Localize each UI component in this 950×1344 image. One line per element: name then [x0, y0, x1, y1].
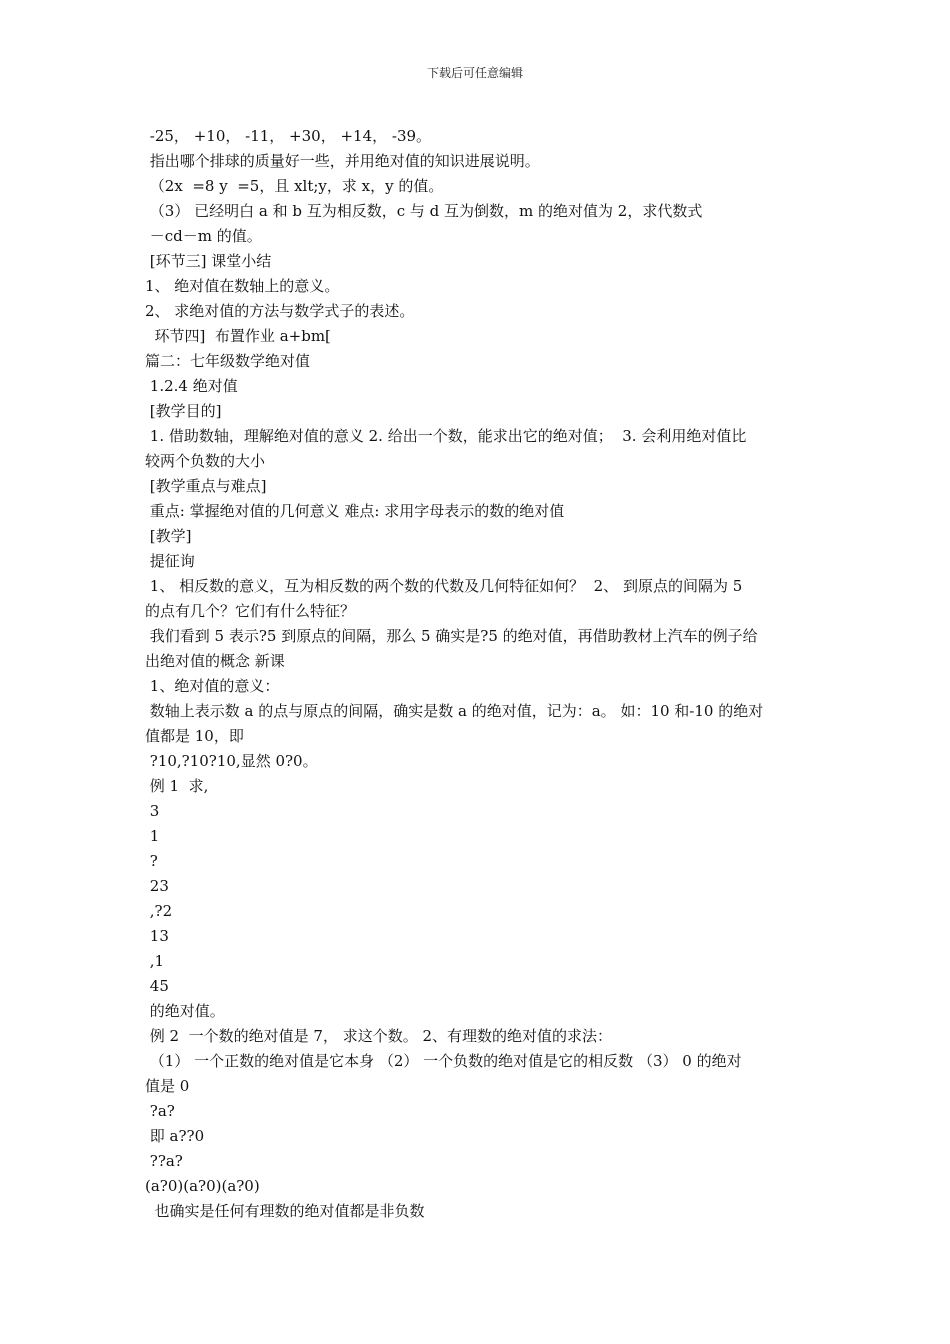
text-line: ,1	[145, 952, 165, 970]
text-line: 13	[145, 927, 169, 945]
text-line: 例 2 一个数的绝对值是 7， 求这个数。 2、有理数的绝对值的求法：	[145, 1027, 613, 1045]
text-line: 篇二：七年级数学绝对值	[145, 352, 311, 370]
text-line: 值是 0	[145, 1077, 190, 1095]
text-line: ?	[145, 852, 158, 870]
text-line: 数轴上表示数 a 的点与原点的间隔，确实是数 a 的绝对值，记为：a。 如：10 和-10 的绝对	[145, 702, 764, 720]
text-line: 1、 绝对值在数轴上的意义。	[145, 277, 340, 295]
text-line: ?a?	[145, 1102, 175, 1120]
text-line: 指出哪个排球的质量好一些，并用绝对值的知识进展说明。	[145, 152, 540, 170]
text-line: 例 1 求,	[145, 777, 209, 795]
text-line: 1	[145, 827, 160, 845]
text-line: 我们看到 5 表示?5 到原点的间隔，那么 5 确实是?5 的绝对值，再借助教材上汽车的例子给	[145, 627, 758, 645]
text-line: 的点有几个？它们有什么特征？	[145, 602, 356, 620]
text-line: (a?0)(a?0)(a?0)	[145, 1177, 260, 1195]
text-line: 也确实是任何有理数的绝对值都是非负数	[145, 1202, 425, 1220]
text-line: -25， +10， -11， +30， +14， -39。	[145, 127, 432, 145]
text-line: ,?2	[145, 902, 173, 920]
text-line: 1、绝对值的意义：	[145, 677, 280, 695]
text-line: [教学]	[145, 527, 192, 545]
text-line: －cd－m 的值。	[145, 227, 262, 245]
text-line: [环节三] 课堂小结	[145, 252, 272, 270]
text-line: ?10,?10?10,显然 0?0。	[145, 752, 318, 770]
text-line: 即 a??0	[145, 1127, 205, 1145]
text-line: 2、 求绝对值的方法与数学式子的表述。	[145, 302, 415, 320]
text-line: 值都是 10，即	[145, 727, 244, 745]
text-line: 1.2.4 绝对值	[145, 377, 238, 395]
text-line: （2x =8 y =5，且 xlt;y，求 x，y 的值。	[145, 177, 444, 195]
text-line: 较两个负数的大小	[145, 452, 266, 470]
text-line: 23	[145, 877, 169, 895]
text-line: 提征询	[145, 552, 195, 570]
text-line: 重点: 掌握绝对值的几何意义 难点: 求用字母表示的数的绝对值	[145, 502, 565, 520]
text-line: 1、 相反数的意义，互为相反数的两个数的代数及几何特征如何？ 2、 到原点的间隔为 5	[145, 577, 743, 595]
text-line: 1. 借助数轴，理解绝对值的意义 2. 给出一个数，能求出它的绝对值； 3. 会利用绝对值比	[145, 427, 747, 445]
text-line: [教学重点与难点]	[145, 477, 267, 495]
text-line: 3	[145, 802, 160, 820]
text-line: 的绝对值。	[145, 1002, 225, 1020]
text-line: 环节四] 布置作业 a+bm[	[145, 327, 331, 345]
text-line: 出绝对值的概念 新课	[145, 652, 285, 670]
text-line: （3） 已经明白 a 和 b 互为相反数，c 与 d 互为倒数，m 的绝对值为 2，求代数式	[145, 202, 703, 220]
text-line: [教学目的]	[145, 402, 222, 420]
document-body	[145, 124, 810, 1224]
text-line: 45	[145, 977, 169, 995]
text-line: ??a?	[145, 1152, 183, 1170]
page-header: 下载后可任意编辑	[426, 66, 523, 80]
text-line: （1） 一个正数的绝对值是它本身 （2） 一个负数的绝对值是它的相反数 （3） 0 的绝对	[145, 1052, 742, 1070]
